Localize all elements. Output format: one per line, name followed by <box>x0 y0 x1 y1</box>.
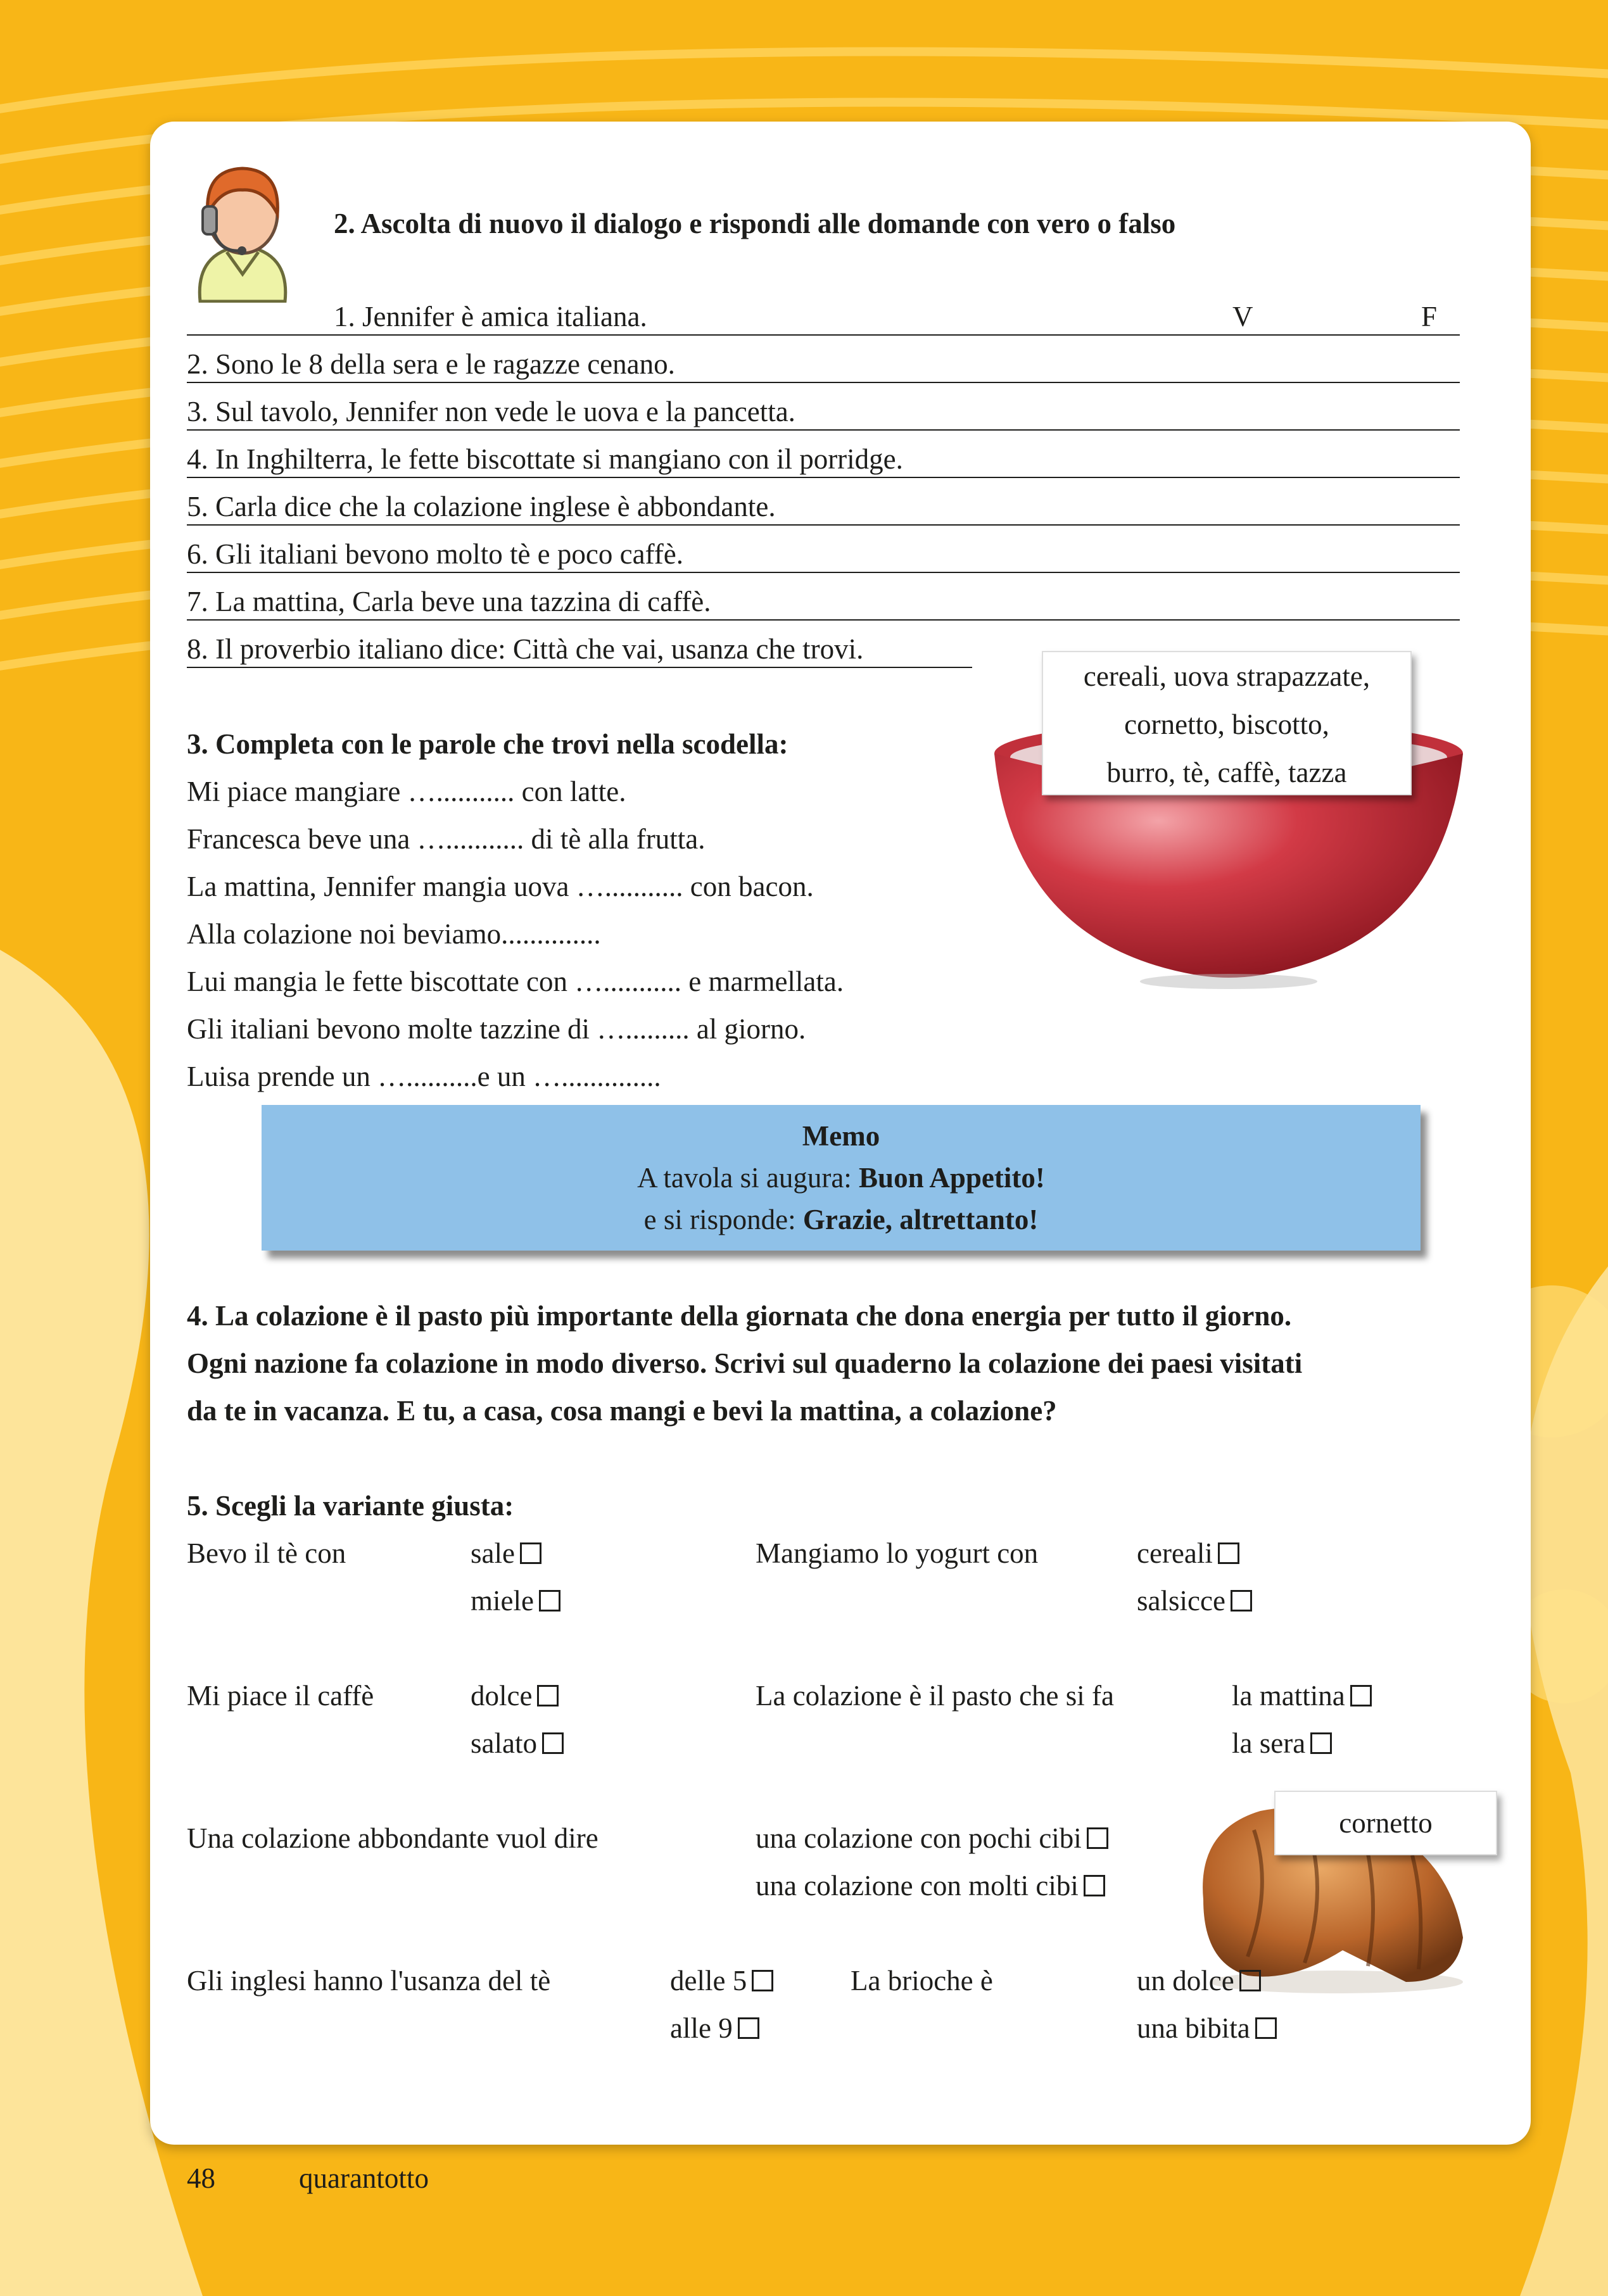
checkbox[interactable] <box>1239 1970 1261 1991</box>
memo-line-2 <box>262 1199 1421 1240</box>
fill-sentence-3: La mattina, Jennifer mangia uova …........... con bacon. <box>187 871 814 902</box>
memo-line-2-text: e si risponde: <box>643 1204 803 1235</box>
checkbox[interactable] <box>1350 1685 1372 1706</box>
answer-line <box>187 334 1460 336</box>
fill-sentence-2: Francesca beve una …........... di tè alla frutta. <box>187 823 706 855</box>
q3-option-1[interactable] <box>471 1677 559 1715</box>
q2-option-1[interactable] <box>1137 1534 1239 1572</box>
fill-sentence-6: Gli italiani bevono molte tazzine di …......... al giorno. <box>187 1013 806 1045</box>
checkbox[interactable] <box>1218 1542 1239 1564</box>
q6-option-2[interactable] <box>670 2009 759 2047</box>
bowl-words-box <box>1042 651 1412 795</box>
fill-sentence-5: Lui mangia le fette biscottate con …........... e marmellata. <box>187 966 844 997</box>
answer-line <box>187 524 1460 526</box>
q5-prompt: Una colazione abbondante vuol dire <box>187 1822 598 1854</box>
memo-line-2-bold: Grazie, altrettanto! <box>802 1204 1039 1235</box>
q5-option-2-label: una colazione con molti cibi <box>756 1870 1079 1902</box>
answer-line <box>187 477 1460 478</box>
statement-4: 4. In Inghilterra, le fette biscottate si mangiano con il porridge. <box>187 443 903 475</box>
answer-line <box>187 382 1460 383</box>
checkbox[interactable] <box>1084 1875 1105 1896</box>
q3-option-2-label: salato <box>471 1727 537 1759</box>
answer-line <box>187 572 1460 573</box>
checkbox[interactable] <box>520 1542 541 1564</box>
q7-option-2[interactable] <box>1137 2009 1277 2047</box>
q6-option-2-label: alle 9 <box>670 2012 733 2044</box>
q2-option-2[interactable] <box>1137 1582 1252 1620</box>
checkbox[interactable] <box>542 1732 564 1754</box>
croissant-label: cornetto <box>1339 1807 1433 1839</box>
checkbox[interactable] <box>537 1685 559 1706</box>
page-word: quarantotto <box>299 2162 429 2194</box>
answer-line <box>187 667 972 668</box>
answer-line <box>187 619 1460 621</box>
statement-5: 5. Carla dice che la colazione inglese è abbondante. <box>187 491 776 522</box>
false-column-label: F <box>1421 301 1438 332</box>
q1-option-1[interactable] <box>471 1534 541 1572</box>
headset-listener-icon <box>189 157 296 303</box>
q1-prompt: Bevo il tè con <box>187 1537 346 1569</box>
q2-option-1-label: cereali <box>1137 1537 1213 1569</box>
statement-1: 1. Jennifer è amica italiana. <box>334 301 647 332</box>
bowl-words-line-1: cereali, uova strapazzate, <box>1083 660 1371 692</box>
q3-prompt: Mi piace il caffè <box>187 1680 374 1712</box>
checkbox[interactable] <box>752 1970 773 1991</box>
memo-title: Memo <box>802 1120 880 1152</box>
q5-option-2[interactable] <box>756 1867 1105 1905</box>
q5-option-1[interactable] <box>756 1819 1108 1857</box>
q2-prompt: Mangiamo lo yogurt con <box>756 1537 1039 1569</box>
statement-7: 7. La mattina, Carla beve una tazzina di caffè. <box>187 586 711 617</box>
q3-option-1-label: dolce <box>471 1680 533 1712</box>
q6-prompt: Gli inglesi hanno l'usanza del tè <box>187 1965 551 1996</box>
memo-line-1-bold: Buon Appetito! <box>859 1162 1045 1194</box>
checkbox[interactable] <box>1231 1590 1252 1612</box>
fill-sentence-4: Alla colazione noi beviamo.............. <box>187 918 601 950</box>
q1-option-2-label: miele <box>471 1585 534 1617</box>
exercise3-title: 3. Completa con le parole che trovi nella scodella: <box>187 728 788 760</box>
page-number: 48 <box>187 2162 215 2194</box>
bowl-words-line-2: cornetto, biscotto, <box>1124 709 1329 740</box>
checkbox[interactable] <box>738 2017 759 2039</box>
croissant-label-box <box>1274 1791 1497 1855</box>
statement-8: 8. Il proverbio italiano dice: Città che vai, usanza che trovi. <box>187 633 864 665</box>
statement-6: 6. Gli italiani bevono molto tè e poco caffè. <box>187 538 683 570</box>
exercise4-line-3: da te in vacanza. E tu, a casa, cosa mangi e bevi la mattina, a colazione? <box>187 1395 1057 1427</box>
memo-line-1 <box>262 1157 1421 1199</box>
checkbox[interactable] <box>1087 1827 1108 1849</box>
q2-option-2-label: salsicce <box>1137 1585 1225 1617</box>
q7-option-1-label: un dolce <box>1137 1965 1234 1996</box>
q4-option-1-label: la mattina <box>1232 1680 1345 1712</box>
true-column-label: V <box>1232 301 1253 332</box>
fill-sentence-1: Mi piace mangiare …........... con latte. <box>187 776 626 807</box>
q4-option-2-label: la sera <box>1232 1727 1306 1759</box>
statement-2: 2. Sono le 8 della sera e le ragazze cenano. <box>187 348 675 380</box>
page-footer <box>187 2159 215 2197</box>
q4-option-2[interactable] <box>1232 1724 1332 1762</box>
exercise5-title: 5. Scegli la variante giusta: <box>187 1490 514 1522</box>
exercise4-line-2: Ogni nazione fa colazione in modo diverso. Scrivi sul quaderno la colazione dei paesi visitati <box>187 1347 1303 1379</box>
checkbox[interactable] <box>539 1590 560 1612</box>
q4-option-1[interactable] <box>1232 1677 1372 1715</box>
checkbox[interactable] <box>1310 1732 1332 1754</box>
q7-prompt: La brioche è <box>851 1965 993 1996</box>
q1-option-2[interactable] <box>471 1582 560 1620</box>
exercise2-title: 2. Ascolta di nuovo il dialogo e rispondi alle domande con vero o falso <box>334 208 1176 239</box>
q6-option-1[interactable] <box>670 1962 773 2000</box>
statement-3: 3. Sul tavolo, Jennifer non vede le uova e la pancetta. <box>187 396 795 427</box>
exercise4-line-1: 4. La colazione è il pasto più importante della giornata che dona energia per tutto il giorno. <box>187 1300 1292 1332</box>
q6-option-1-label: delle 5 <box>670 1965 747 1996</box>
q5-option-1-label: una colazione con pochi cibi <box>756 1822 1082 1854</box>
checkbox[interactable] <box>1255 2017 1277 2039</box>
answer-line <box>187 429 1460 431</box>
memo-line-1-text: A tavola si augura: <box>637 1162 859 1194</box>
q1-option-1-label: sale <box>471 1537 515 1569</box>
fill-sentence-7: Luisa prende un …..........e un ….............. <box>187 1061 661 1092</box>
memo-box <box>262 1105 1421 1251</box>
q4-prompt: La colazione è il pasto che si fa <box>756 1680 1114 1712</box>
q3-option-2[interactable] <box>471 1724 564 1762</box>
bowl-words-line-3: burro, tè, caffè, tazza <box>1106 757 1347 788</box>
q7-option-2-label: una bibita <box>1137 2012 1250 2044</box>
q7-option-1[interactable] <box>1137 1962 1261 2000</box>
